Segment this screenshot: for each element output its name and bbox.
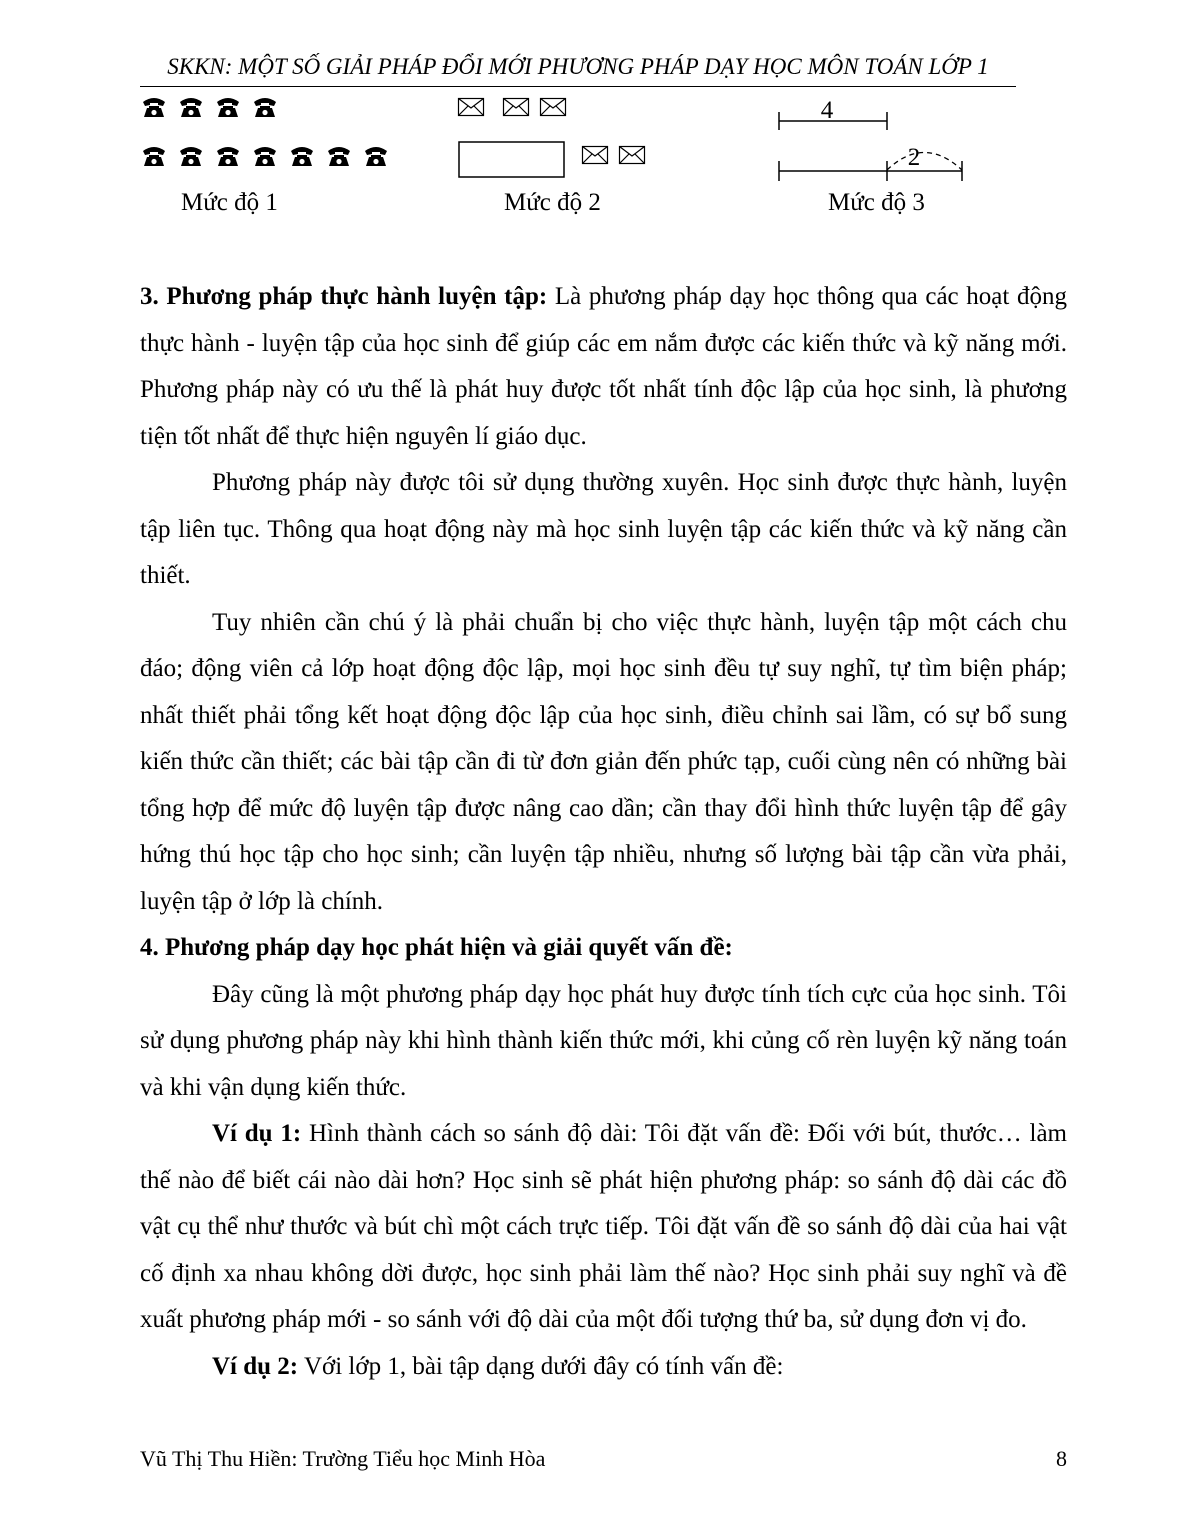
figure-drawing bbox=[0, 0, 1190, 260]
section-3-paragraph-2: Phương pháp này được tôi sử dụng thường xuyên. Học sinh được thực hành, luyện tập liên tục. Thông qua hoạt động này mà học sinh luyện tập các kiến thức và kỹ năng cần thiết. bbox=[140, 469, 1067, 589]
illustration-figure bbox=[0, 0, 1190, 260]
envelope-icon bbox=[583, 147, 645, 164]
section-3-intro: Là phương pháp dạy học thông qua các hoạt động thực hành - luyện tập của học sinh để giúp các em nắm được các kiến thức và kỹ năng mới. Phương pháp này có ưu thế là phát huy được tốt nhất tính độc lập của học sinh, là phương tiện tốt nhất để thực hiện nguyên lí giáo dục. bbox=[140, 283, 1067, 450]
envelope-icon bbox=[459, 99, 566, 116]
page-number: 8 bbox=[1056, 1446, 1067, 1471]
dashed-arc bbox=[887, 153, 962, 171]
example-1-text: Hình thành cách so sánh độ dài: Tôi đặt vấn đề: Đối với bút, thước… làm thế nào để biết cái nào dài hơn? Học sinh sẽ phát hiện phương pháp: so sánh độ dài các đồ vật cụ thể như thước và bút chì một cách trực tiếp. Tôi đặt vấn đề so sánh độ dài của hai vật cố định xa nhau không dời được, học sinh phải làm thế nào? Học sinh phải suy nghĩ và đề xuất phương pháp mới - so sánh với độ dài của một đối tượng thứ ba, sử dụng đơn vị đo. bbox=[140, 1120, 1068, 1333]
main-content bbox=[140, 274, 1067, 1390]
page-footer bbox=[140, 1444, 1067, 1474]
segment-arc-label: 2 bbox=[907, 144, 921, 171]
section-3-heading: 3. Phương pháp thực hành luyện tập: bbox=[140, 283, 548, 310]
level-1-label: Mức độ 1 bbox=[181, 189, 278, 216]
section-3-paragraph-3: Tuy nhiên cần chú ý là phải chuẩn bị cho việc thực hành, luyện tập một cách chu đáo; động viên cả lớp hoạt động độc lập, mọi học sinh đều tự suy nghĩ, tự tìm biện pháp; nhất thiết phải tổng kết hoạt động độc lập của học sinh, điều chỉnh sai lầm, có sự bổ sung kiến thức cần thiết; các bài tập cần đi từ đơn giản đến phức tạp, cuối cùng nên có những bài tổng hợp để mức độ luyện tập được nâng cao dần; cần thay đổi hình thức luyện tập để gây hứng thú học tập cho học sinh; cần luyện tập nhiều, nhưng số lượng bài tập cần vừa phải, luyện tập ở lớp là chính. bbox=[140, 608, 1067, 915]
segment-bottom bbox=[779, 153, 962, 182]
phone-icon bbox=[143, 147, 387, 166]
blank-box bbox=[459, 142, 564, 177]
example-2-text: Với lớp 1, bài tập dạng dưới đây có tính vấn đề: bbox=[298, 1352, 784, 1380]
footer-author: Vũ Thị Thu Hiền: Trường Tiểu học Minh Hòa bbox=[140, 1446, 546, 1471]
level-3-label: Mức độ 3 bbox=[828, 189, 925, 216]
example-1-label: Ví dụ 1: bbox=[212, 1120, 302, 1147]
section-4-heading: 4. Phương pháp dạy học phát hiện và giải quyết vấn đề: bbox=[140, 934, 733, 961]
header-title: SKKN: MỘT SỐ GIẢI PHÁP ĐỔI MỚI PHƯƠNG PHÁP DẠY HỌC MÔN TOÁN LỚP 1 bbox=[167, 54, 989, 79]
example-2-label: Ví dụ 2: bbox=[212, 1352, 299, 1380]
segment-top-label: 4 bbox=[820, 97, 834, 124]
example-1-paragraph bbox=[140, 1111, 1067, 1344]
example-2-paragraph bbox=[140, 1344, 1067, 1391]
section-4-paragraph-1: Đây cũng là một phương pháp dạy học phát huy được tính tích cực của học sinh. Tôi sử dụng phương pháp này khi hình thành kiến thức mới, khi củng cố rèn luyện kỹ năng toán và khi vận dụng kiến thức. bbox=[140, 980, 1067, 1101]
section-3-paragraph-1 bbox=[140, 274, 1067, 460]
phone-icon bbox=[143, 98, 276, 117]
level-2-label: Mức độ 2 bbox=[504, 189, 601, 216]
